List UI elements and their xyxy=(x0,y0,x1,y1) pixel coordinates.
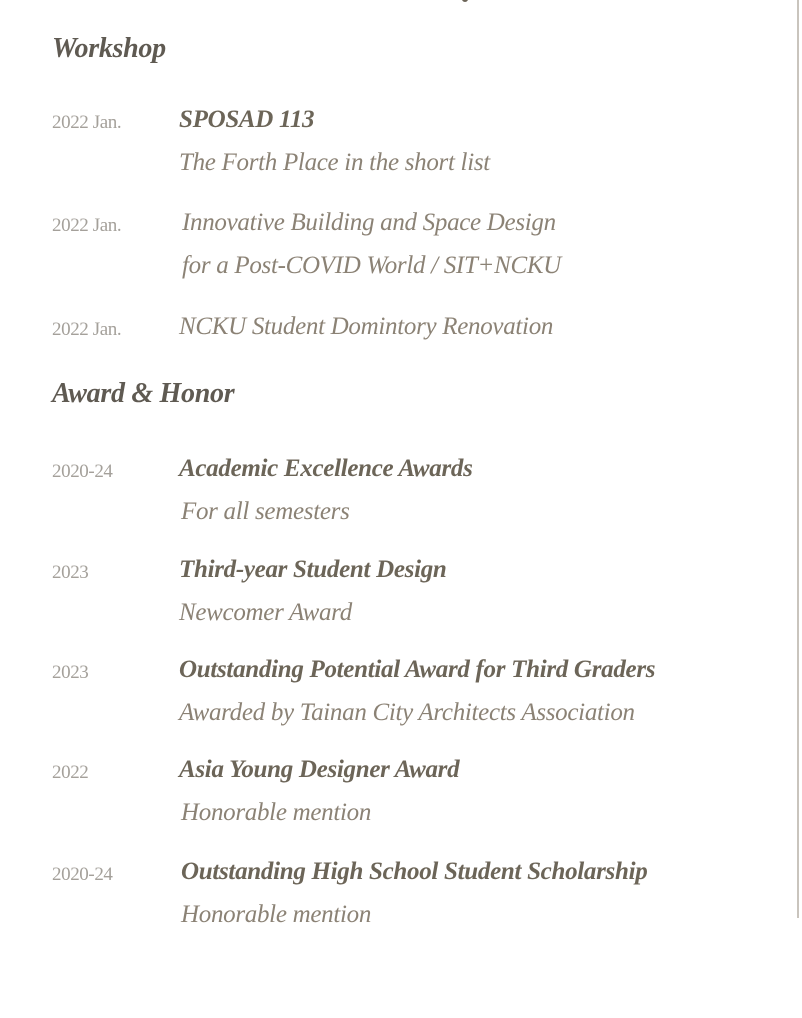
section-title-workshop: Workshop xyxy=(52,33,166,64)
entry-subtitle: Awarded by Tainan City Architects Association xyxy=(179,699,635,726)
entry-title: Innovative Building and Space Design xyxy=(182,209,556,236)
entry-subtitle: Honorable mention xyxy=(181,799,372,826)
entry-title: SPOSAD 113 xyxy=(179,106,315,133)
entry-title: Outstanding Potential Award for Third Graders xyxy=(179,656,656,683)
entry-title: Third-year Student Design xyxy=(179,556,447,583)
entry-subtitle: for a Post-COVID World / SIT+NCKU xyxy=(182,252,562,279)
entry-date: 2023 xyxy=(52,662,89,683)
entry-date: 2020-24 xyxy=(52,461,113,482)
right-edge-rule xyxy=(797,0,799,918)
entry-subtitle: The Forth Place in the short list xyxy=(179,149,490,176)
entry-date: 2020-24 xyxy=(52,864,113,885)
entry-subtitle: For all semesters xyxy=(181,498,350,525)
entry-title: Academic Excellence Awards xyxy=(179,455,473,482)
entry-date: 2022 xyxy=(52,762,89,783)
entry-subtitle: Honorable mention xyxy=(181,901,372,928)
entry-title: NCKU Student Domintory Renovation xyxy=(179,313,554,340)
cropped-text-fragment xyxy=(462,0,468,2)
entry-subtitle: Newcomer Award xyxy=(179,599,352,626)
entry-title: Asia Young Designer Award xyxy=(179,756,460,783)
entry-date: 2022 Jan. xyxy=(52,112,122,133)
entry-title: Outstanding High School Student Scholarship xyxy=(181,858,648,885)
entry-date: 2023 xyxy=(52,562,89,583)
entry-date: 2022 Jan. xyxy=(52,319,122,340)
section-title-award-honor: Award & Honor xyxy=(52,378,235,409)
entry-date: 2022 Jan. xyxy=(52,215,122,236)
